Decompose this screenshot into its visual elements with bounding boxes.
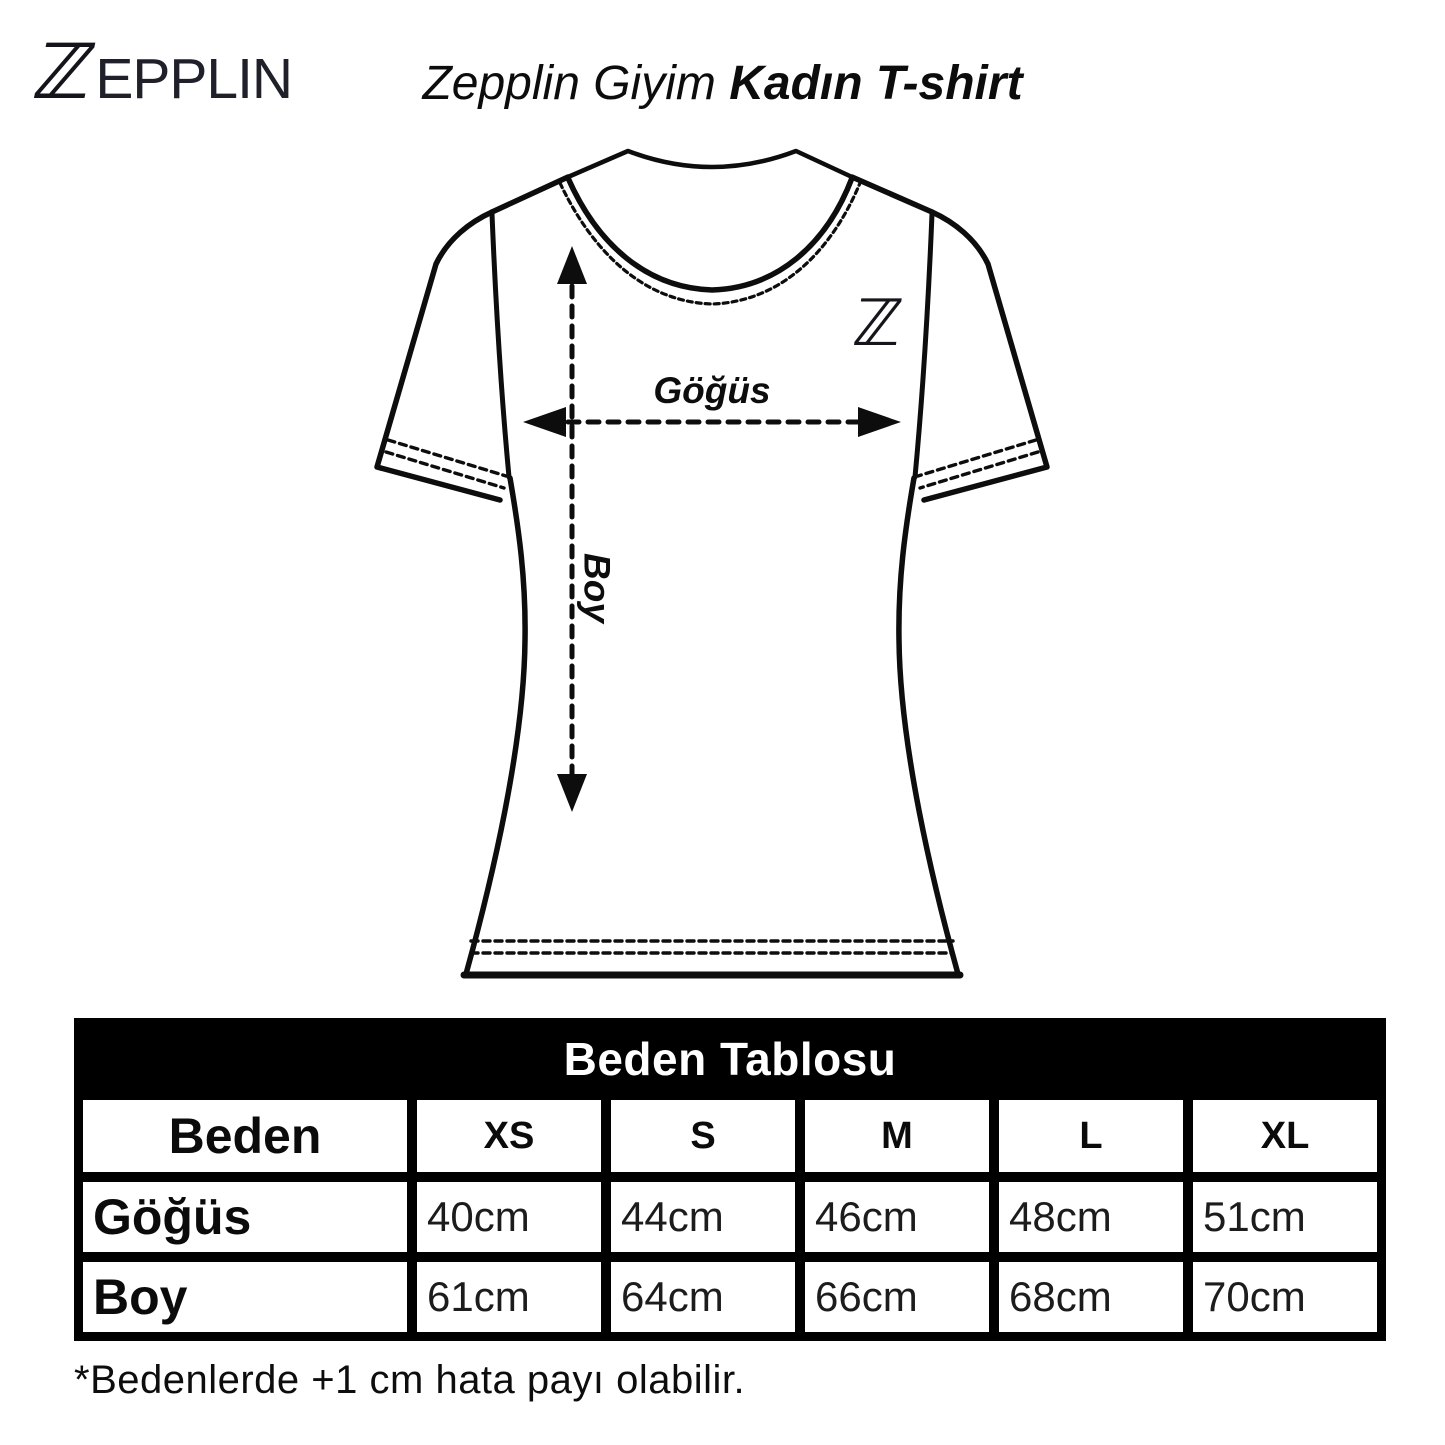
size-table-title: Beden Tablosu [563, 1033, 897, 1085]
chest-xs-value: 40cm [417, 1182, 601, 1252]
chest-m-value: 46cm [805, 1182, 989, 1252]
size-tolerance-footnote: *Bedenlerde +1 cm hata payı olabilir. [74, 1358, 746, 1402]
size-table-grid [83, 1100, 1377, 1332]
length-xs-value: 61cm [417, 1262, 601, 1332]
col-header-xs: XS [417, 1100, 601, 1172]
chest-l-value: 48cm [999, 1182, 1183, 1252]
left-sleeve-stitch-line [386, 440, 506, 488]
chest-measure-label: Göğüs [653, 370, 771, 411]
collar-outline [568, 178, 852, 290]
length-xl-value: 70cm [1193, 1262, 1377, 1332]
tshirt-diagram [330, 128, 1110, 1020]
col-header-beden: Beden [83, 1100, 407, 1172]
page-title [0, 56, 1445, 111]
shirt-left-shoulder-line [492, 177, 568, 212]
shirt-left-armhole-seam [492, 214, 509, 477]
length-l-value: 68cm [999, 1262, 1183, 1332]
chest-arrowhead-left [523, 407, 566, 437]
length-s-value: 64cm [611, 1262, 795, 1332]
length-m-value: 66cm [805, 1262, 989, 1332]
chest-z-logo-icon: ℤ [848, 286, 908, 361]
chest-xl-value: 51cm [1193, 1182, 1377, 1252]
brand-z-icon: ℤ [26, 27, 103, 116]
page-title-regular: Zepplin Giyim [422, 57, 730, 110]
chest-arrowhead-right [858, 407, 901, 437]
shirt-right-shoulder-line [852, 177, 932, 212]
length-measure-label: Boy [576, 553, 618, 623]
right-sleeve-stitch-line [918, 440, 1038, 488]
row-label-chest: Göğüs [83, 1182, 407, 1252]
size-table [74, 1018, 1386, 1341]
shirt-right-armhole-seam [915, 214, 932, 477]
shirt-right-side-line [899, 478, 958, 974]
col-header-s: S [611, 1100, 795, 1172]
length-arrowhead-up [557, 246, 587, 284]
row-label-length: Boy [83, 1262, 407, 1332]
shirt-back-neck-line [568, 151, 852, 177]
brand-wordmark: EPPLIN [95, 47, 293, 111]
chest-s-value: 44cm [611, 1182, 795, 1252]
col-header-xl: XL [1193, 1100, 1377, 1172]
col-header-l: L [999, 1100, 1183, 1172]
length-arrowhead-down [557, 774, 587, 812]
page-title-bold: Kadın T-shirt [729, 57, 1023, 110]
col-header-m: M [805, 1100, 989, 1172]
shirt-left-side-line [466, 478, 525, 974]
tshirt-svg [330, 128, 1110, 1020]
bottom-hem-stitch-line [471, 941, 953, 953]
